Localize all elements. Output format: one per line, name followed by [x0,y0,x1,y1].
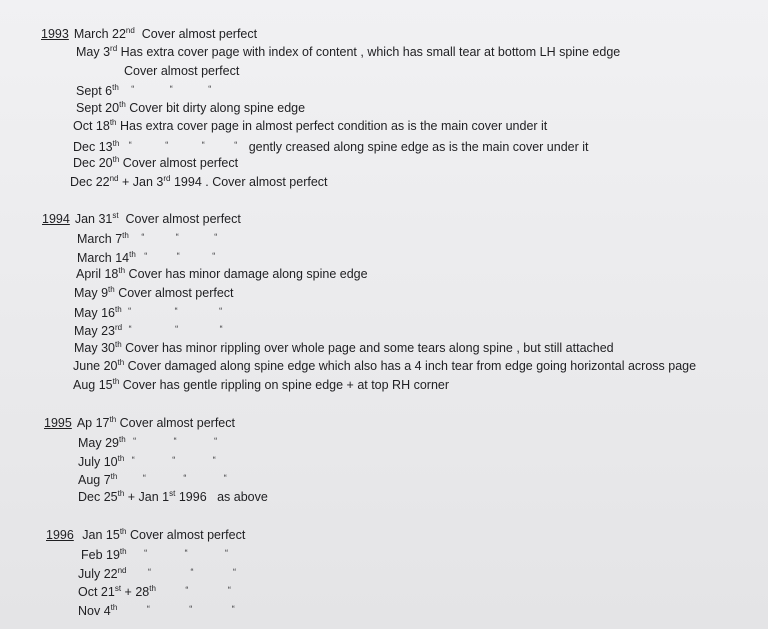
entry-text: 1994 . Cover almost perfect [173,175,328,189]
entry-1995-2 [78,453,216,470]
date-suffix: th [108,285,115,294]
ditto-mark: “ [225,548,229,558]
entry-text: Cover has minor rippling over whole page and some tears along spine , but still attached [125,341,614,355]
ditto-mark: “ [131,84,135,94]
entry-1996-0 [46,528,245,543]
entry-1994-1 [77,230,217,247]
entry-1993-4 [76,101,305,116]
date-suffix: rd [115,323,123,332]
date-suffix: th [110,603,118,612]
ditto-mark: “ [128,306,132,316]
entry-date: Ap 17 [76,416,110,430]
ditto-mark: “ [141,232,145,242]
entry-date: May 23 [74,324,115,338]
date-suffix: th [118,266,126,275]
ditto-mark: “ [219,306,223,316]
entry-1995-3 [78,471,227,488]
date-suffix: th [117,454,125,463]
ditto-mark: “ [176,251,180,261]
entry-1993-6 [73,138,589,155]
entry-date: Dec 13 [73,140,113,154]
entry-1996-1 [81,546,228,563]
entry-1995-1 [78,434,217,451]
date-suffix: th [112,155,120,164]
ditto-mark: “ [208,84,212,94]
date-suffix: th [115,305,122,314]
date-suffix: rd [163,174,171,183]
ditto-mark: “ [148,567,151,577]
entry-date-2: + 28 [124,585,150,599]
ditto-mark: “ [131,455,135,465]
date-suffix: th [112,377,120,386]
entry-date: Dec 20 [73,156,113,170]
year-heading: 1994 [42,212,70,226]
date-suffix: th [119,100,126,109]
ditto-mark: “ [146,604,150,614]
year-heading: 1996 [46,528,74,542]
entry-1993-0 [41,27,257,42]
entry-date: May 9 [74,286,109,300]
entry-1994-4 [74,286,234,301]
entry-1995-4 [78,490,268,505]
date-suffix: st [169,489,176,498]
date-suffix: nd [109,174,119,183]
entry-1996-2 [78,565,236,582]
date-suffix: st [114,584,122,593]
entry-1993-2 [124,64,239,79]
ditto-mark: “ [227,585,231,595]
entry-1996-4 [78,602,235,619]
ditto-mark: “ [214,436,218,446]
entry-date: Jan 31 [74,212,113,226]
entry-date: March 7 [77,232,123,246]
entry-date: Sept 20 [76,101,120,115]
entry-1996-3 [78,583,231,600]
entry-text: Cover bit dirty along spine edge [129,101,306,115]
date-suffix: th [119,527,127,536]
date-suffix: rd [110,44,118,53]
ditto-mark: “ [172,455,176,465]
date-suffix: th [122,231,129,240]
ditto-mark: “ [219,324,223,334]
ditto-mark: “ [173,436,177,446]
date-suffix: th [117,489,125,498]
entry-date: May 16 [74,306,115,320]
ditto-mark: “ [174,306,178,316]
entry-1994-2 [77,249,215,266]
entry-text: Cover almost perfect [141,27,258,41]
ditto-mark: “ [189,604,193,614]
ditto-mark: “ [128,140,132,150]
entry-1994-3 [76,267,368,282]
entry-1993-3 [76,82,211,99]
ditto-mark: “ [223,473,227,483]
ditto-mark: “ [183,473,187,483]
entry-date: June 20 [73,359,118,373]
entry-1994-0 [42,212,241,227]
entry-date: Aug 15 [73,378,113,392]
date-suffix: th [129,250,136,259]
entry-text: Has extra cover page in almost perfect condition as is the main cover under it [119,119,548,133]
entry-date-2: + Jan 3 [122,175,164,189]
date-suffix: th [119,547,127,556]
ditto-mark: “ [212,455,216,465]
entry-text: Cover almost perfect [129,528,246,542]
entry-text: Has extra cover page with index of content , which has small tear at bottom LH spine edge [120,45,621,59]
entry-date: Feb 19 [81,548,120,562]
date-suffix: th [109,118,117,127]
ditto-mark: “ [144,251,148,261]
ditto-mark: “ [201,140,205,150]
date-suffix: th [115,340,122,349]
ditto-mark: “ [144,548,148,558]
entry-date: July 22 [78,567,118,581]
entry-text: Cover almost perfect [125,212,241,226]
entry-1994-6 [74,322,223,339]
entry-1994-5 [74,304,222,321]
entry-1993-7 [73,156,238,171]
entry-1994-7 [74,341,614,356]
entry-date: March 22 [73,27,126,41]
date-suffix: th [119,435,126,444]
entry-text: gently creased along spine edge as is the main cover under it [248,140,589,154]
date-suffix: th [112,139,120,148]
ditto-mark: “ [232,567,236,577]
entry-text: Cover almost perfect [118,286,234,300]
year-heading: 1995 [44,416,72,430]
entry-date-2: + Jan 1 [127,490,170,504]
year-heading: 1993 [41,27,69,41]
entry-text: Cover has minor damage along spine edge [128,267,368,281]
ditto-mark: “ [169,84,173,94]
ditto-mark: “ [142,473,146,483]
ditto-mark: “ [175,324,179,334]
entry-1993-1 [76,45,620,60]
entry-date: Oct 18 [73,119,110,133]
entry-date: Oct 21 [78,585,115,599]
entry-1995-0 [44,416,235,431]
ditto-mark: “ [175,232,179,242]
ditto-mark: “ [231,604,235,614]
ditto-mark: “ [165,140,169,150]
entry-1994-9 [73,378,449,393]
entry-text: Cover almost perfect [122,156,239,170]
ditto-mark: “ [184,548,188,558]
entry-text: Cover almost perfect [124,64,240,78]
entry-1993-8 [70,175,328,190]
entry-date: Aug 7 [78,473,111,487]
date-suffix: nd [125,26,135,35]
entry-date: May 3 [76,45,111,59]
date-suffix: th [117,358,125,367]
entry-date: Nov 4 [78,604,111,618]
entry-1994-8 [73,359,696,374]
entry-date: Dec 22 [70,175,110,189]
entry-text: Cover almost perfect [119,416,235,430]
entry-date: Sept 6 [76,84,113,98]
entry-text: 1996 as above [178,490,268,504]
entry-1993-5 [73,119,547,134]
ditto-mark: “ [212,251,216,261]
date-suffix: th [149,584,156,593]
entry-date: Jan 15 [82,528,120,542]
date-suffix: nd [117,566,127,575]
ditto-mark: “ [133,436,137,446]
ditto-mark: “ [128,324,132,334]
ditto-mark: “ [234,140,238,150]
entry-date: April 18 [76,267,119,281]
entry-date: May 30 [74,341,115,355]
date-suffix: th [110,472,118,481]
entry-date: Dec 25 [78,490,118,504]
entry-date: July 10 [78,455,118,469]
entry-text: Cover has gentle rippling on spine edge + at top RH corner [122,378,450,392]
entry-date: May 29 [78,436,119,450]
date-suffix: th [112,83,119,92]
date-suffix: th [109,415,117,424]
ditto-mark: “ [190,567,194,577]
entry-date: March 14 [77,251,130,265]
ditto-mark: “ [185,585,189,595]
ditto-mark: “ [214,232,218,242]
entry-text: Cover damaged along spine edge which also has a 4 inch tear from edge going horizontal across page [127,359,697,373]
date-suffix: st [112,211,119,220]
